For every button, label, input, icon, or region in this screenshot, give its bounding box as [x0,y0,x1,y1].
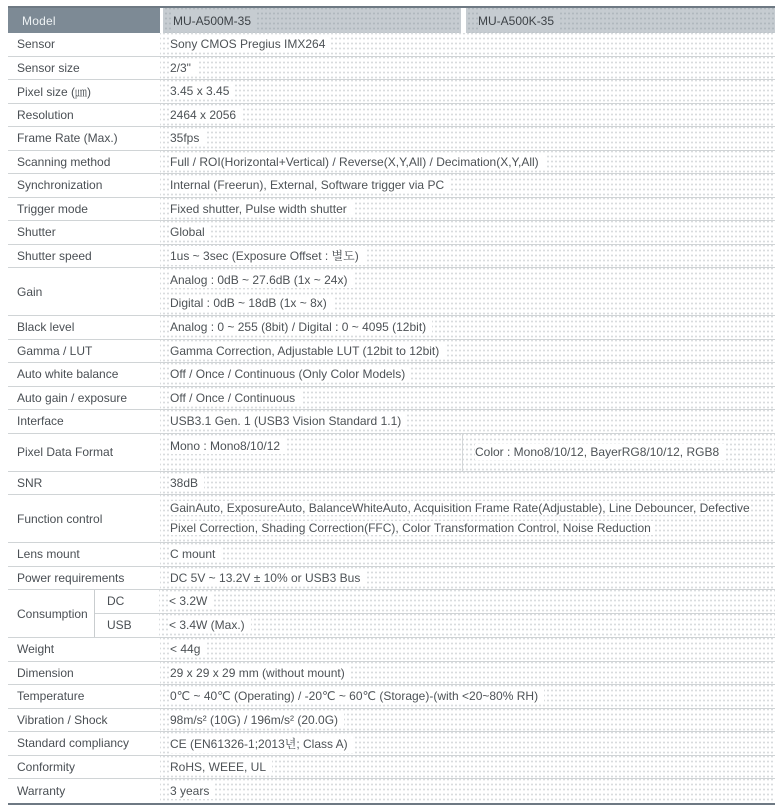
row-label: Interface [17,414,64,429]
row-value-text: 98m/s² (10G) / 196m/s² (20.0G) [170,712,344,728]
spec-row-function-control [8,495,775,543]
spec-row-consumption [8,590,775,638]
header-model-1: MU-A500M-35 [163,8,461,33]
row-value [160,268,775,315]
spec-row-gamma-lut [8,340,775,364]
row-label: Standard compliancy [17,736,130,751]
spec-row-frame-rate-max [8,127,775,151]
row-value [160,316,775,339]
row-value [160,662,775,685]
spec-row-interface [8,410,775,434]
row-value [160,104,775,127]
row-label: Gamma / LUT [17,343,93,358]
pixel-format-color-text: Color : Mono8/10/12, BayerRG8/10/12, RGB8 [475,444,725,460]
spec-row-scanning-method [8,151,775,175]
spec-row-temperature [8,685,775,709]
row-value-text: Sony CMOS Pregius IMX264 [170,36,331,52]
row-value-text: Fixed shutter, Pulse width shutter [170,201,353,217]
spec-row-black-level [8,316,775,340]
row-label: Gain [17,284,43,299]
row-label: Auto white balance [17,367,119,382]
row-label: Sensor [17,37,56,52]
row-value-text: Off / Once / Continuous [170,390,301,406]
subrow-value [159,614,775,638]
row-label: Pixel Data Format [17,445,114,459]
spec-row-warranty [8,779,775,803]
row-label: Conformity [17,759,76,774]
row-value [160,567,775,590]
row-label: Power requirements [17,570,125,585]
header-model-2: MU-A500K-35 [466,8,775,33]
row-value-text: 35fps [170,130,205,146]
row-value [160,495,775,542]
spec-row-pixel-size [8,80,775,104]
spec-row-shutter-speed [8,245,775,269]
row-value-text: Full / ROI(Horizontal+Vertical) / Reverse(X,Y,All) / Decimation(X,Y,All) [170,154,545,170]
subrow-value [159,590,775,613]
row-value-text: C mount [170,546,221,562]
spec-row-synchronization [8,174,775,198]
row-value-text: Gamma Correction, Adjustable LUT (12bit to 12bit) [170,343,445,359]
row-value [160,340,775,363]
row-label: Shutter speed [17,248,92,263]
spec-row-sensor-size [8,57,775,81]
subrow-value-text: < 3.2W [169,593,213,609]
pixel-format-color-cell [462,434,775,471]
row-label: Resolution [17,107,74,122]
row-label: Lens mount [17,547,80,562]
row-value-text: 2/3" [170,60,197,76]
spec-row-weight [8,638,775,662]
pixel-format-mono-cell [160,434,462,471]
spec-row-dimension [8,662,775,686]
spec-row-snr [8,472,775,496]
row-value-text: 3 years [170,783,215,799]
row-value-text: CE (EN61326-1;2013년; Class A) [170,734,354,753]
spec-row-power-requirements [8,567,775,591]
row-label: Scanning method [17,154,111,169]
row-value-text: 3.45 x 3.45 [170,83,235,99]
row-value [160,732,775,755]
spec-row-resolution [8,104,775,128]
row-value-text: 29 x 29 x 29 mm (without mount) [170,665,351,681]
row-value [160,245,775,268]
row-value [160,57,775,80]
spec-row-vibration-shock [8,709,775,733]
row-label: Frame Rate (Max.) [17,131,118,146]
row-value-text: GainAuto, ExposureAuto, BalanceWhiteAuto, Acquisition Frame Rate(Adjustable), Line Debouncer, Defective Pixel Correction, Shading Correction(FFC), Color Transformation Control, Noise Reduction [170,501,750,535]
row-label: Vibration / Shock [17,712,108,727]
row-value [160,756,775,779]
row-label: Auto gain / exposure [17,390,128,405]
row-value-text: < 44g [170,641,206,657]
row-label: Black level [17,320,75,335]
row-value-text: 0℃ ~ 40℃ (Operating) / -20℃ ~ 60℃ (Storage)-(with <20~80% RH) [170,688,544,704]
row-label: Temperature [17,689,85,704]
row-value [160,363,775,386]
row-value-text: Off / Once / Continuous (Only Color Models) [170,366,411,382]
row-value [160,33,775,56]
row-value [160,174,775,197]
row-label: Shutter [17,225,56,240]
row-label: Synchronization [17,178,103,193]
row-value [160,410,775,433]
row-value [160,685,775,708]
row-label: Consumption [8,590,95,637]
spec-row-gain [8,268,775,316]
subrow-label: USB [107,618,132,633]
spec-row-standard-compliancy [8,732,775,756]
row-value-text: Analog : 0 ~ 255 (8bit) / Digital : 0 ~ 4095 (12bit) [170,319,432,335]
table-header-row [8,8,775,33]
spec-row-shutter [8,221,775,245]
row-value [160,543,775,566]
row-value [160,221,775,244]
row-label: Pixel size (㎛) [17,84,92,99]
row-value-text: Internal (Freerun), External, Software trigger via PC [170,177,450,193]
subrow-value-text: < 3.4W (Max.) [169,617,251,633]
spec-row-pixel-data-format [8,434,775,472]
row-value-text: Analog : 0dB ~ 27.6dB (1x ~ 24x) [170,272,353,288]
spec-row-trigger-mode [8,198,775,222]
header-model-label: Model [8,8,160,33]
row-value-line [160,292,775,316]
row-value [160,80,775,103]
pixel-format-mono-text: Mono : Mono8/10/12 [170,438,286,454]
spec-row-auto-gain-exposure [8,387,775,411]
row-value-text: USB3.1 Gen. 1 (USB3 Vision Standard 1.1) [170,413,407,429]
row-value-line [160,268,775,292]
spec-subrow-usb [95,614,775,638]
row-value [160,709,775,732]
spec-row-sensor [8,33,775,57]
specification-table [8,6,775,805]
subrow-label: DC [107,594,125,609]
row-label: Sensor size [17,60,80,75]
row-value-text: 1us ~ 3sec (Exposure Offset : 별도) [170,246,365,265]
row-value [160,127,775,150]
row-value-text: Global [170,224,211,240]
row-value [160,472,775,495]
row-value [160,779,775,803]
row-label: Weight [17,642,55,657]
spec-subrow-dc [95,590,775,614]
row-value [160,638,775,661]
row-label: Trigger mode [17,201,88,216]
spec-row-conformity [8,756,775,780]
row-label: SNR [17,475,43,490]
row-label: Warranty [17,783,66,798]
row-value-text: 2464 x 2056 [170,107,242,123]
row-value-text: Digital : 0dB ~ 18dB (1x ~ 8x) [170,295,333,311]
table-body [8,33,775,803]
consumption-subrows [95,590,775,637]
row-value [160,198,775,221]
row-value [160,151,775,174]
row-value-text: RoHS, WEEE, UL [170,759,272,775]
row-value-text: 38dB [170,475,204,491]
row-label: Dimension [17,665,74,680]
row-value [160,387,775,410]
row-value-text: DC 5V ~ 13.2V ± 10% or USB3 Bus [170,570,366,586]
spec-row-lens-mount [8,543,775,567]
row-label: Function control [17,511,103,526]
spec-row-auto-white-balance [8,363,775,387]
